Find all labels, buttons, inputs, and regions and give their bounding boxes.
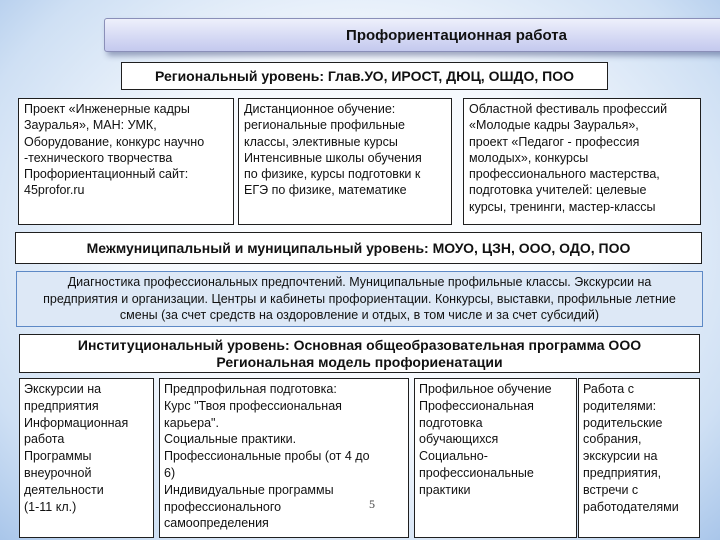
regional-column-engineering: Проект «Инженерные кадры Зауралья», МАН: УМК, Оборудование, конкурс научно -технического творчества Профориентационный сайт: 45profor.ru (18, 98, 234, 225)
institutional-column-parents: Работа с родителями: родительские собрания, экскурсии на предприятия, встречи с работодателями (578, 378, 700, 538)
institutional-column-profile-training: Профильное обучение Профессиональная подготовка обучающихся Социально- профессиональные практики (414, 378, 577, 538)
municipal-details: Диагностика профессиональных предпочтений. Муниципальные профильные классы. Экскурсии на предприятия и организации. Центры и кабинеты профориентации. Конкурсы, выставки, профильные летние смены (за счет средств на оздоровление и отдых, в том числе и за счет субсидий) (16, 271, 703, 327)
institutional-level-header (19, 334, 700, 373)
institutional-header-line2: Региональная модель профориенатации (216, 353, 503, 370)
regional-column-distance-learning: Дистанционное обучение: региональные профильные классы, элективные курсы Интенсивные школы обучения по физике, курсы подготовки к ЕГЭ по физике, математике (238, 98, 452, 225)
slide-title-text: Профориентационная работа (346, 26, 567, 44)
institutional-column-excursions: Экскурсии на предприятия Информационная работа Программы внеурочной деятельности (1-11 кл.) (19, 378, 154, 538)
slide-title (104, 18, 720, 52)
municipal-level-header: Межмуниципальный и муниципальный уровень: МОУО, ЦЗН, ООО, ОДО, ПОО (15, 232, 702, 264)
institutional-header-line1: Институциональный уровень: Основная общеобразовательная программа ООО (77, 336, 642, 353)
regional-level-header: Региональный уровень: Глав.УО, ИРОСТ, ДЮЦ, ОШДО, ПОО (121, 62, 608, 90)
regional-column-festival: Областной фестиваль профессий «Молодые кадры Зауралья», проект «Педагог - профессия молодых», конкурсы профессионального мастерства, подготовка учителей: целевые курсы, тренинги, мастер-классы (463, 98, 701, 225)
institutional-column-preprofile: Предпрофильная подготовка: Курс "Твоя профессиональная карьера". Социальные практики. Профессиональные пробы (от 4 до 6) Индивидуальные программы профессионального самоопределения (159, 378, 409, 538)
page-number: 5 (369, 497, 375, 511)
